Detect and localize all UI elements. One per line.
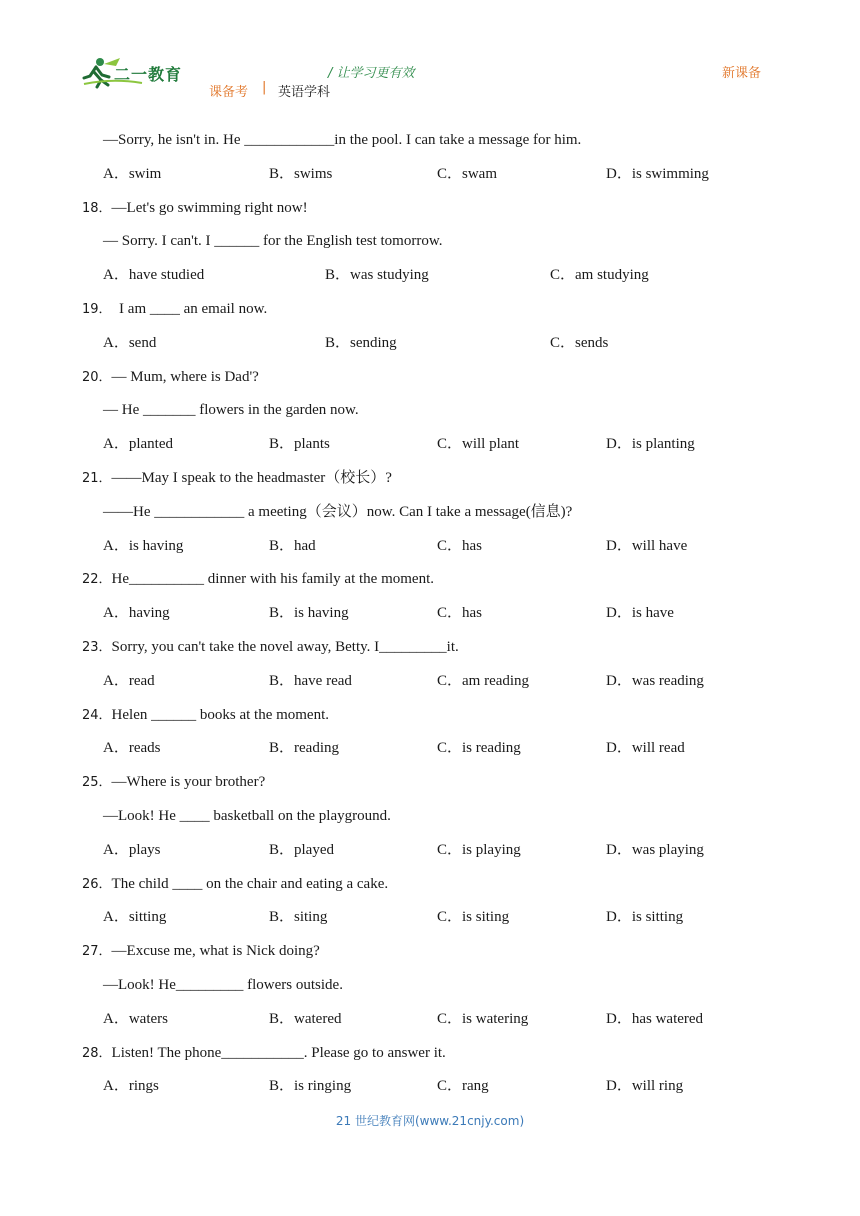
- question-number: 23．: [82, 640, 112, 655]
- question-reply: [103, 231, 442, 251]
- answer-option: B．sending: [325, 335, 397, 351]
- question-text: —Look! He_________ flowers outside.: [103, 977, 343, 993]
- question-stem: [82, 874, 388, 895]
- answer-option: C．am studying: [550, 267, 649, 283]
- header-separator: |: [262, 80, 267, 95]
- answer-option: C．is siting: [437, 909, 510, 925]
- question-text: —Let's go swimming right now!: [111, 200, 308, 216]
- answer-option: D．is planting: [606, 436, 695, 452]
- answer-option: A．having: [103, 605, 170, 621]
- question-text: —Excuse me, what is Nick doing?: [111, 943, 320, 959]
- answer-option: D．was reading: [606, 673, 704, 689]
- answer-option: A．sitting: [103, 909, 167, 925]
- answer-option: D．is swimming: [606, 166, 709, 182]
- page-header: [0, 0, 860, 110]
- sub-brand: 课备考: [209, 85, 249, 100]
- answer-option: C．is reading: [437, 740, 521, 756]
- brand-right: 新课备: [722, 66, 762, 81]
- question-number: 18．: [82, 201, 112, 216]
- question-text: — Mum, where is Dad'?: [111, 369, 259, 385]
- answer-option: A．waters: [103, 1011, 168, 1027]
- question-text: He__________ dinner with his family at the moment.: [111, 571, 434, 587]
- answer-option: C．sends: [550, 335, 609, 351]
- answer-option: B．is ringing: [269, 1078, 352, 1094]
- question-text: —Sorry, he isn't in. He ____________in the pool. I can take a message for him.: [103, 132, 582, 148]
- question-text: —Look! He ____ basketball on the playground.: [103, 808, 391, 824]
- answer-option: C．has: [437, 538, 483, 554]
- question-stem: [82, 367, 259, 388]
- question-stem: [82, 705, 329, 726]
- answer-option: A．send: [103, 335, 157, 351]
- answer-option: B．played: [269, 842, 334, 858]
- question-text: —Where is your brother?: [111, 774, 266, 790]
- question-stem: [82, 299, 267, 320]
- answer-option: B．siting: [269, 909, 328, 925]
- question-number: 20．: [82, 370, 112, 385]
- answer-option: D．was playing: [606, 842, 704, 858]
- answer-option: C．will plant: [437, 436, 520, 452]
- question-stem: [82, 772, 265, 793]
- answer-option: A．planted: [103, 436, 173, 452]
- answer-option: A．plays: [103, 842, 161, 858]
- answer-option: C．swam: [437, 166, 498, 182]
- question-text: The child ____ on the chair and eating a cake.: [111, 876, 389, 892]
- answer-option: B．plants: [269, 436, 330, 452]
- question-number: 24．: [82, 708, 112, 723]
- answer-option: B．swims: [269, 166, 333, 182]
- answer-option: D．has watered: [606, 1011, 704, 1027]
- question-reply: [103, 400, 359, 420]
- question-text: Listen! The phone___________. Please go to answer it.: [111, 1045, 446, 1061]
- answer-option: D．is sitting: [606, 909, 684, 925]
- question-reply: [103, 806, 391, 826]
- answer-option: C．is watering: [437, 1011, 529, 1027]
- question-reply: [103, 502, 572, 522]
- question-stem: [82, 941, 320, 962]
- question-stem: [82, 1043, 446, 1064]
- answer-option: D．is have: [606, 605, 674, 621]
- subject-label: 英语学科: [278, 85, 331, 100]
- question-number: 25．: [82, 775, 112, 790]
- answer-option: B．have read: [269, 673, 352, 689]
- question-text: — He _______ flowers in the garden now.: [103, 402, 359, 418]
- answer-option: C．has: [437, 605, 483, 621]
- question-reply: [103, 975, 343, 995]
- answer-option: B．watered: [269, 1011, 342, 1027]
- answer-option: B．reading: [269, 740, 339, 756]
- question-number: 21．: [82, 471, 112, 486]
- answer-option: A．is having: [103, 538, 184, 554]
- question-text: I am ____ an email now.: [111, 301, 268, 317]
- answer-option: B．was studying: [325, 267, 429, 283]
- answer-option: D．will read: [606, 740, 685, 756]
- answer-option: D．will have: [606, 538, 688, 554]
- question-text: Helen ______ books at the moment.: [111, 707, 330, 723]
- question-stem: [82, 569, 434, 590]
- question-stem: [82, 637, 459, 658]
- question-number: 22．: [82, 572, 112, 587]
- question-number: 27．: [82, 944, 112, 959]
- page-footer: 21 世纪教育网(www.21cnjy.com): [335, 1114, 525, 1128]
- question-stem: [82, 198, 308, 219]
- question-text: ——He ____________ a meeting（会议）now. Can I take a message(信息)?: [103, 504, 573, 520]
- question-reply: [103, 130, 581, 150]
- answer-option: C．am reading: [437, 673, 530, 689]
- answer-option: A．reads: [103, 740, 161, 756]
- answer-option: C．rang: [437, 1078, 489, 1094]
- question-number: 28．: [82, 1046, 112, 1061]
- question-text: Sorry, you can't take the novel away, Betty. I_________it.: [111, 639, 459, 655]
- question-number: 26．: [82, 877, 112, 892]
- answer-option: D．will ring: [606, 1078, 684, 1094]
- logo-text: 二一教育: [114, 65, 183, 84]
- answer-option: B．had: [269, 538, 316, 554]
- question-text: ——May I speak to the headmaster（校长）?: [111, 470, 392, 486]
- question-number: 19．: [82, 302, 112, 317]
- answer-option: A．rings: [103, 1078, 159, 1094]
- answer-option: C．is playing: [437, 842, 521, 858]
- answer-option: A．swim: [103, 166, 162, 182]
- answer-option: B．is having: [269, 605, 349, 621]
- slogan: / 让学习更有效: [328, 66, 415, 81]
- answer-option: A．have studied: [103, 267, 205, 283]
- question-text: — Sorry. I can't. I ______ for the English test tomorrow.: [103, 233, 443, 249]
- answer-option: A．read: [103, 673, 155, 689]
- question-stem: [82, 468, 392, 489]
